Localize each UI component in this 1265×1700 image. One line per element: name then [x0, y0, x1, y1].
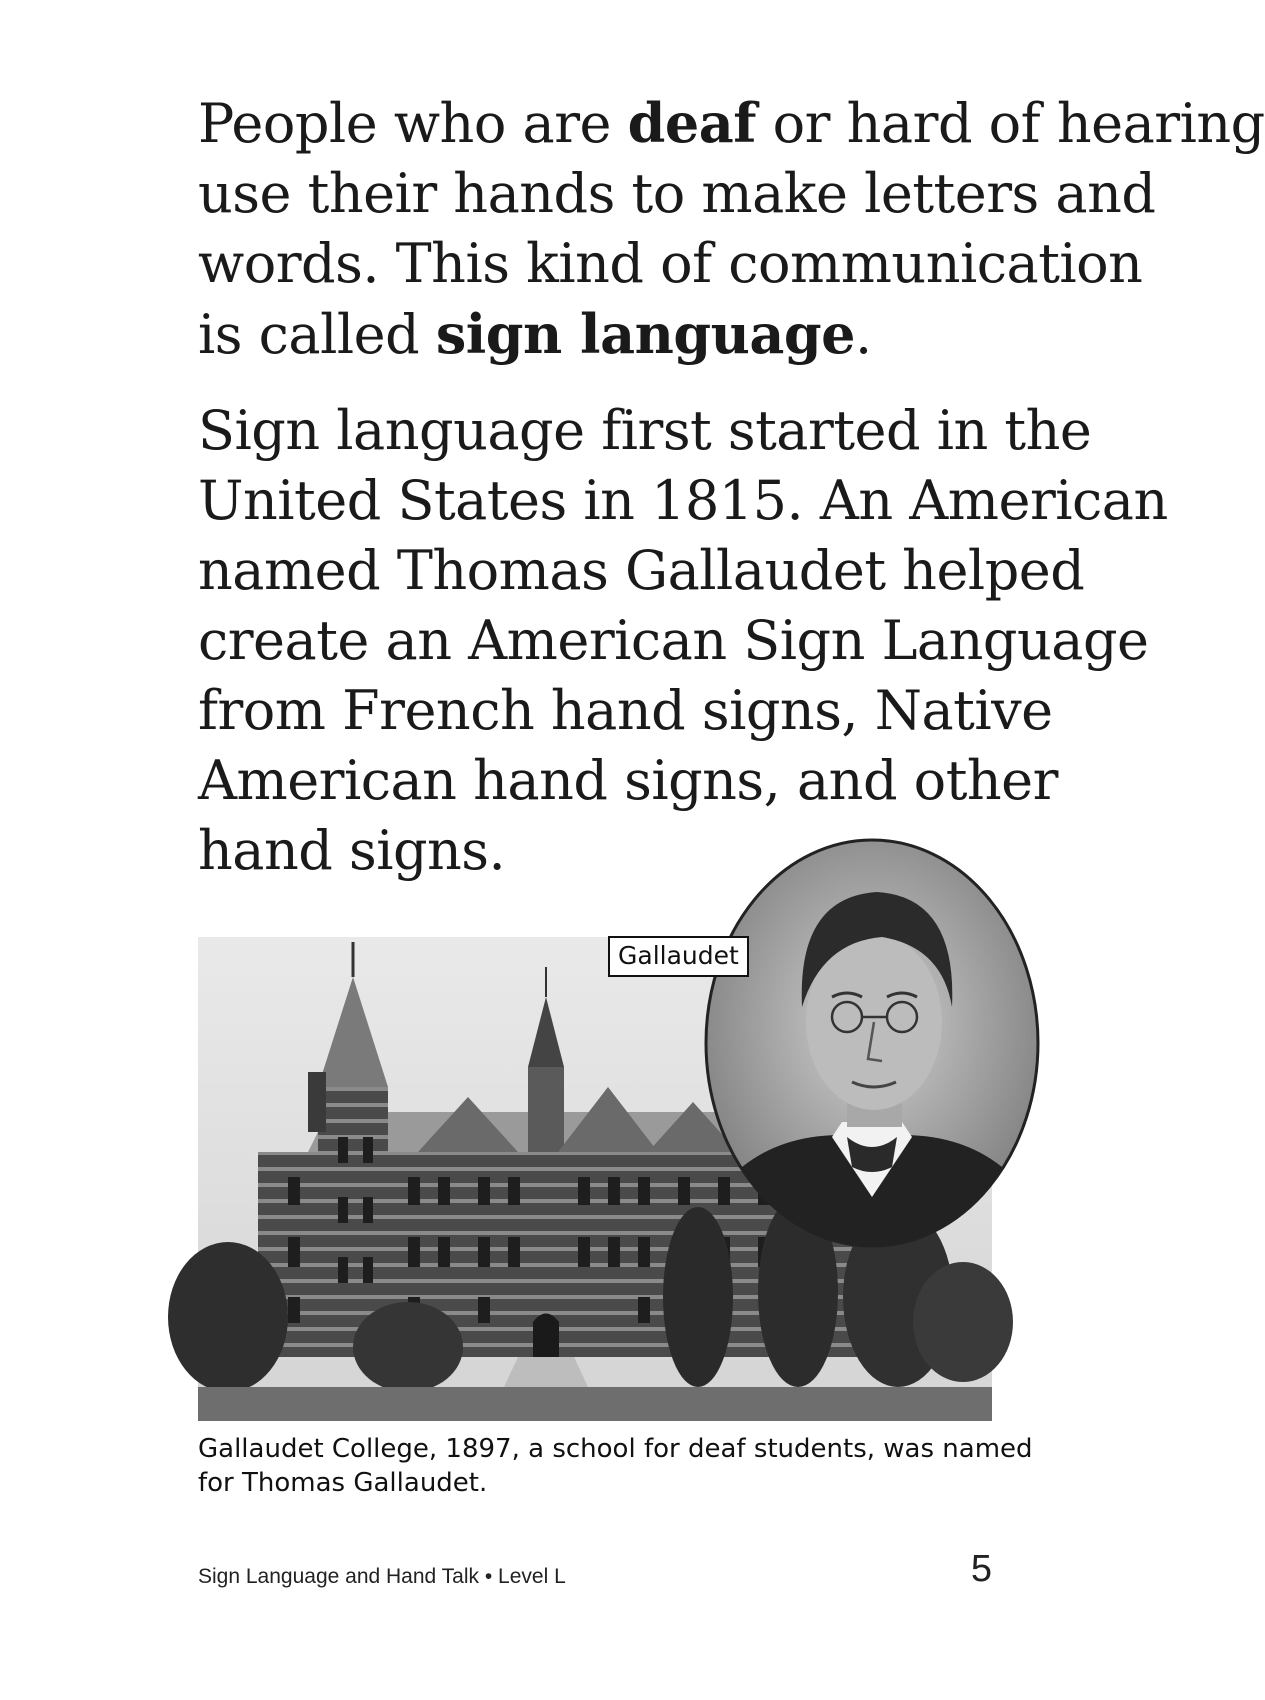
text-line: hand signs.: [198, 819, 506, 882]
text-line: Sign language first started in the: [198, 399, 1092, 462]
text-line: use their hands to make letters and: [198, 162, 1156, 225]
text-line: People who are deaf or hard of hearing: [198, 91, 1265, 155]
page-number: 5: [970, 1548, 992, 1590]
text-line: from French hand signs, Native: [198, 679, 1053, 742]
caption-line: for Thomas Gallaudet.: [198, 1468, 488, 1498]
caption-line: Gallaudet College, 1897, a school for deaf students, was named: [198, 1434, 1033, 1464]
book-title-footer: Sign Language and Hand Talk • Level L: [198, 1565, 566, 1588]
gallaudet-portrait: [702, 837, 1042, 1250]
portrait-label: Gallaudet: [608, 936, 749, 977]
history-paragraph: [198, 396, 1168, 886]
text-line: named Thomas Gallaudet helped: [198, 539, 1085, 602]
text-line: words. This kind of communication: [198, 232, 1143, 295]
photo-caption: [198, 1432, 1033, 1500]
text-line: create an American Sign Language: [198, 609, 1149, 672]
text-line: is called sign language.: [198, 302, 872, 366]
text-line: American hand signs, and other: [198, 749, 1058, 812]
vocab-sign-language: sign language: [435, 302, 855, 366]
text-line: United States in 1815. An American: [198, 469, 1168, 532]
vocab-deaf: deaf: [627, 91, 756, 155]
intro-paragraph: [198, 88, 1265, 370]
